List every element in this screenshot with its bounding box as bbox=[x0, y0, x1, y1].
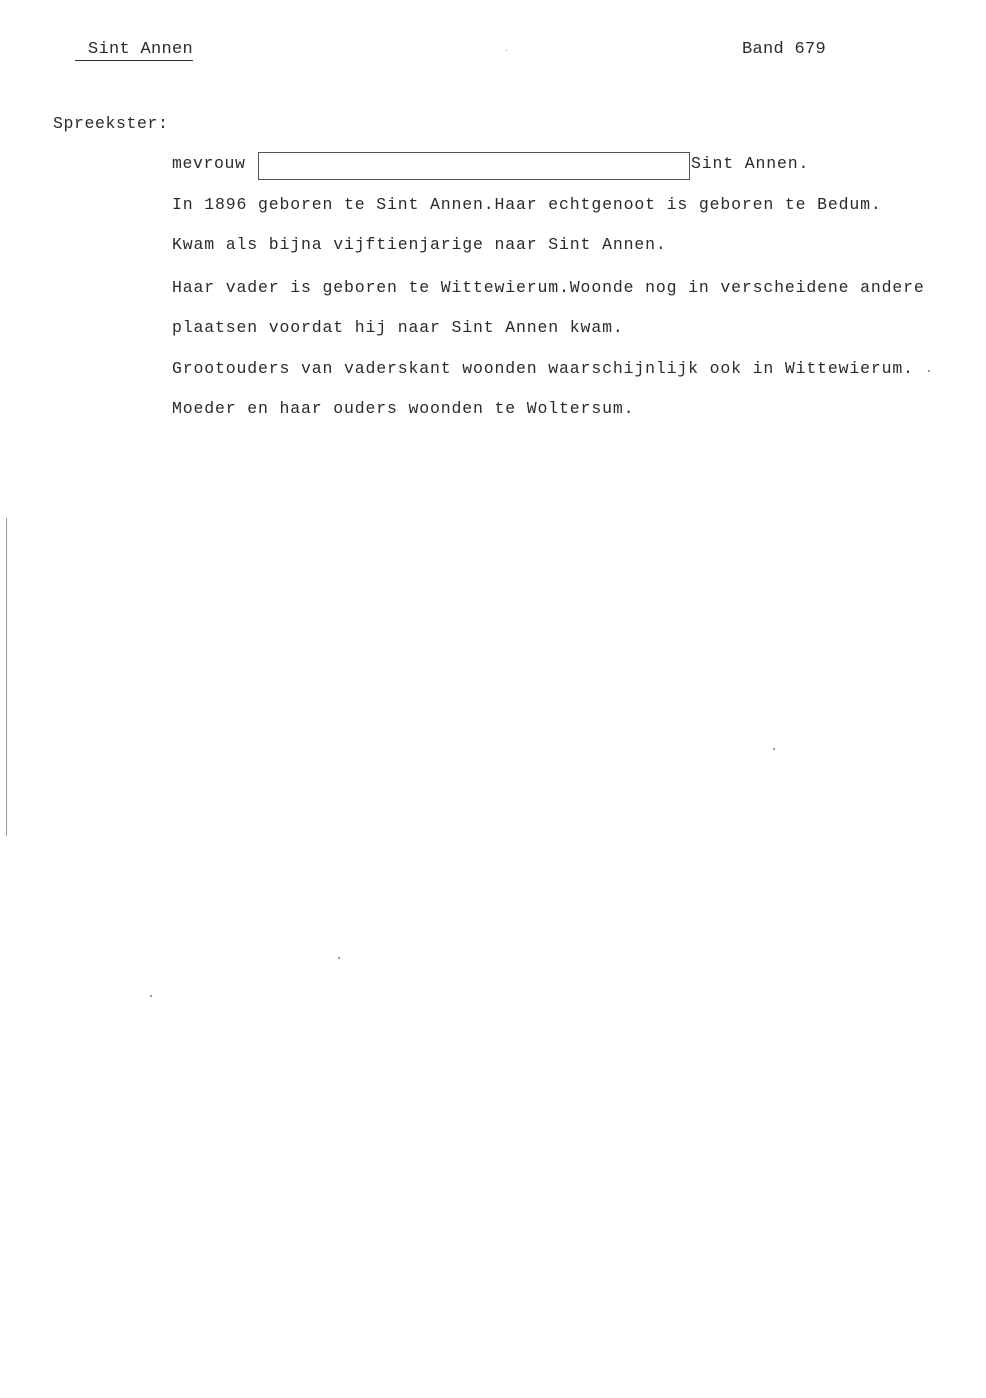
speaker-place: Sint Annen. bbox=[691, 154, 810, 173]
scan-margin-line bbox=[6, 518, 7, 836]
speaker-row bbox=[172, 152, 832, 180]
header-place: Sint Annen bbox=[75, 40, 193, 61]
scan-speck bbox=[338, 957, 340, 959]
scan-speck bbox=[928, 370, 930, 372]
text-line: Haar vader is geboren te Wittewierum.Woonde nog in verscheidene andere bbox=[172, 278, 925, 297]
redacted-name-box bbox=[258, 152, 690, 180]
scan-speck bbox=[506, 50, 507, 51]
text-line: plaatsen voordat hij naar Sint Annen kwam. bbox=[172, 318, 624, 337]
speaker-label: Spreekster: bbox=[53, 114, 169, 133]
text-line: Kwam als bijna vijftienjarige naar Sint Annen. bbox=[172, 235, 667, 254]
header-volume: Band 679 bbox=[742, 40, 827, 59]
scan-speck bbox=[773, 748, 775, 750]
scan-speck bbox=[150, 995, 152, 997]
speaker-title: mevrouw bbox=[172, 154, 246, 173]
text-line: In 1896 geboren te Sint Annen.Haar echtgenoot is geboren te Bedum. bbox=[172, 195, 882, 214]
text-line: Grootouders van vaderskant woonden waarschijnlijk ook in Wittewierum. bbox=[172, 359, 914, 378]
text-line: Moeder en haar ouders woonden te Woltersum. bbox=[172, 399, 635, 418]
